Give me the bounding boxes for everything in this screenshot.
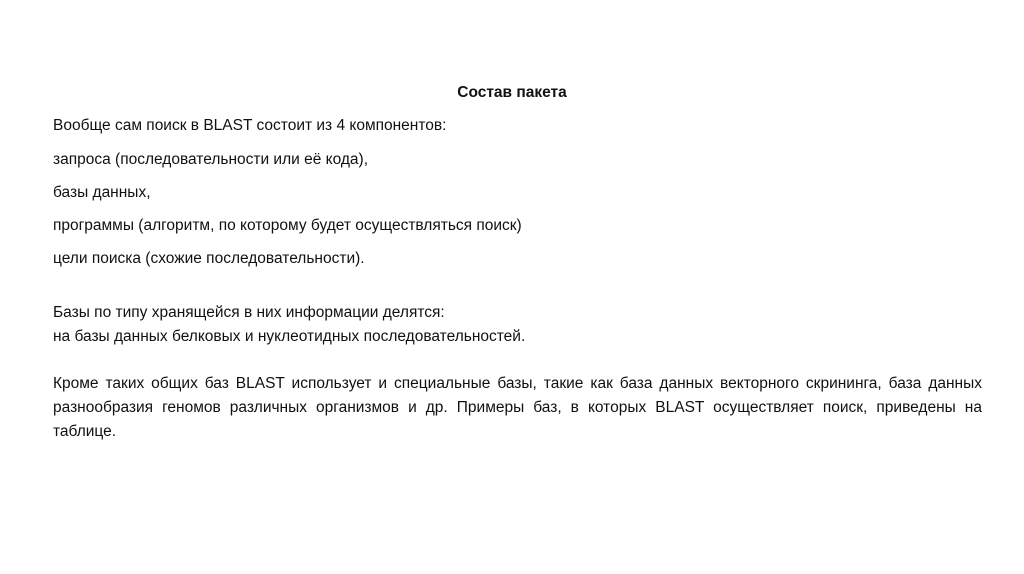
db-types-heading: Базы по типу хранящейся в них информации делятся:: [53, 304, 445, 321]
component-program: программы (алгоритм, по которому будет осуществляться поиск): [53, 217, 522, 234]
component-search-target: цели поиска (схожие последовательности).: [53, 250, 365, 267]
db-types-detail: на базы данных белковых и нуклеотидных последовательностей.: [53, 328, 526, 345]
slide-title: Состав пакета: [457, 84, 567, 101]
component-database: базы данных,: [53, 184, 151, 201]
special-dbs-paragraph: Кроме таких общих баз BLAST использует и специальные базы, такие как база данных векторного скрининга, база данных разнообразия геномов различных организмов и др. Примеры баз, в которых BLAST осуществляет поиск, приведены на таблице.: [53, 375, 982, 440]
intro-text: Вообще сам поиск в BLAST состоит из 4 компонентов:: [53, 117, 447, 134]
component-query: запроса (последовательности или её кода),: [53, 151, 369, 168]
